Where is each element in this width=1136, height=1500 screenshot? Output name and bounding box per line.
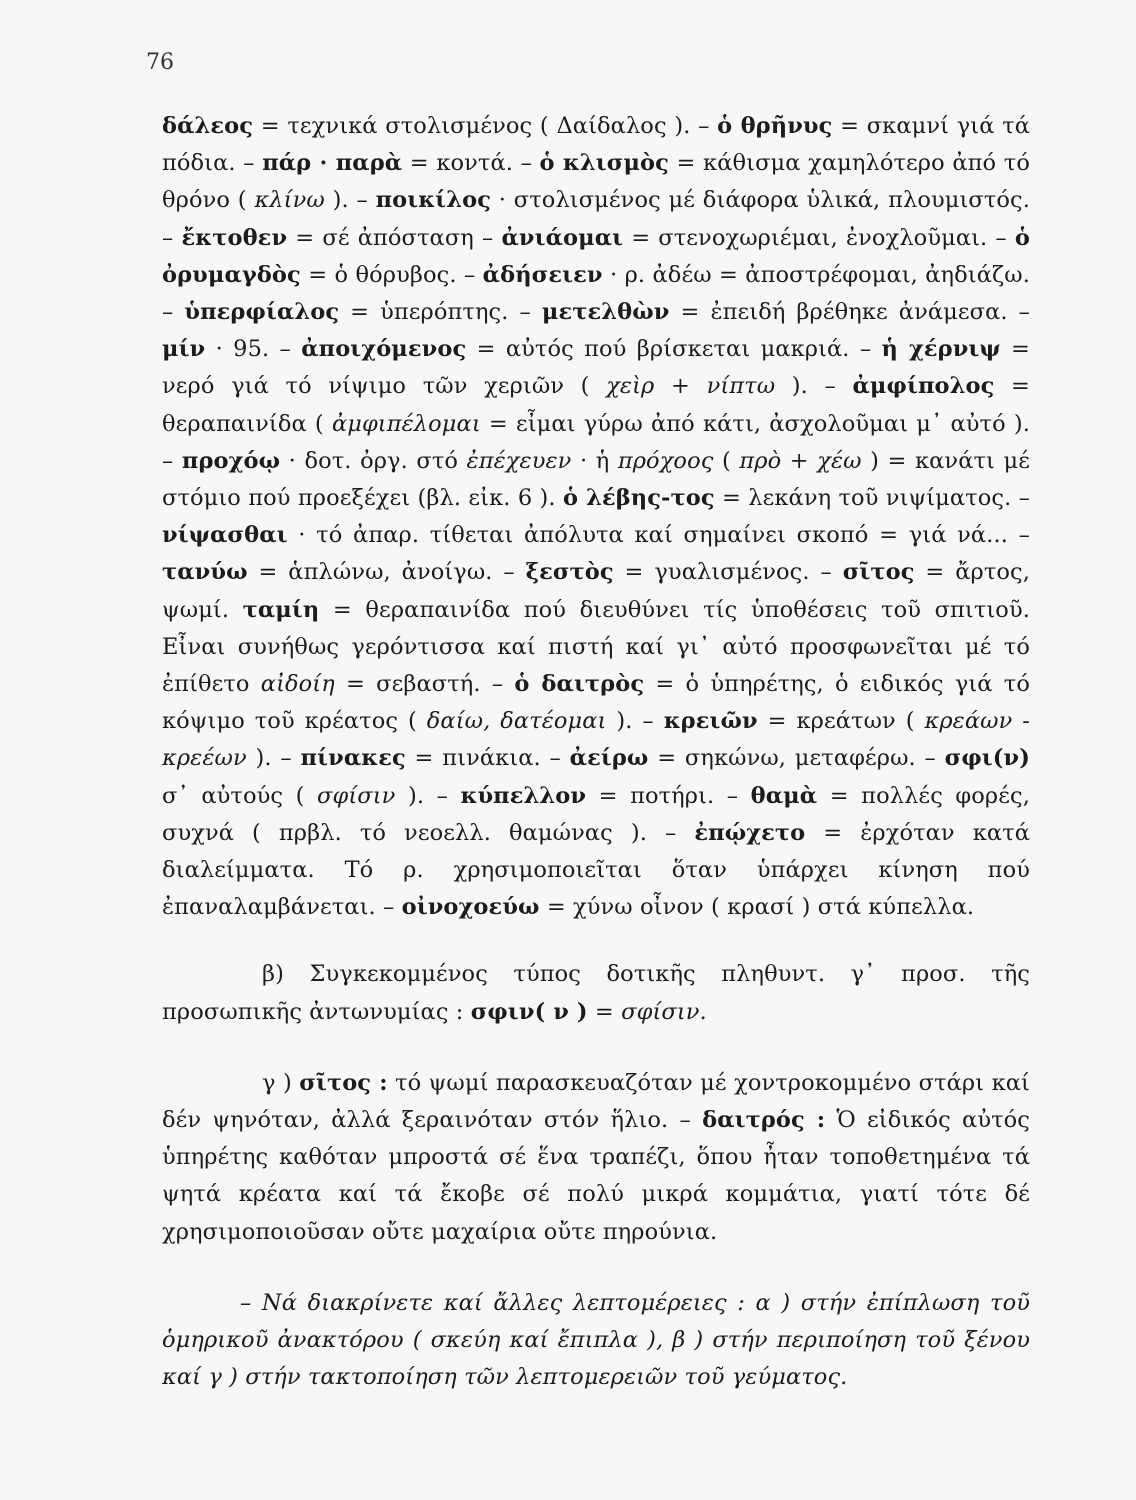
headword: τανύω <box>162 559 248 586</box>
headword: ἐπῴχετο <box>694 819 806 846</box>
italic-term: κλίνω <box>254 187 325 214</box>
italic-term: πρόχοος <box>617 447 714 474</box>
headword: ἀποιχόμενος <box>301 336 467 363</box>
headword: ἀείρω <box>569 745 649 772</box>
headword: ὁ κλισμὸς <box>539 150 669 177</box>
italic-term: χεὶρ + νίπτω <box>606 373 776 400</box>
text-run: γ ) <box>262 1069 300 1096</box>
text-run: = κάθισμα χαμηλότερο ἀπό τό θρόνο ( <box>162 150 1030 214</box>
text-run: = χύνω οἶνον ( κρασί ) στά κύπελλα. <box>539 894 975 921</box>
text-run: = ἐπειδή βρέθηκε ἀνάμεσα. – <box>669 299 1030 326</box>
italic-term: πρὸ + χέω <box>739 447 862 474</box>
text-run: = ἄρτος, ψωμί. <box>162 559 1030 623</box>
headword: ὁ λέβης-τος <box>563 485 715 512</box>
headword: ἀδήσειεν <box>482 261 603 288</box>
text-run: = σέ ἀπόσταση – <box>287 224 502 251</box>
main-text <box>162 108 1030 1397</box>
headword: δάλεος <box>162 113 254 139</box>
italic-term: ἐπέχευεν <box>466 447 572 474</box>
text-run: ). – <box>775 373 853 400</box>
text-run: · στολισμένος μέ διάφορα ὑλικά, πλουμιστός. – <box>162 187 1030 251</box>
text-run: · δοτ. ὀργ. στό <box>280 447 467 474</box>
text-run: · 95. – <box>205 336 302 363</box>
text-run: τό ψωμί παρασκευαζόταν μέ χοντροκομμένο στάρι καί δέν ψηνόταν, ἀλλά ξεραινόταν στόν ἥλιο. – <box>162 1069 1030 1134</box>
text-run: = γυαλισμένος. – <box>613 559 843 586</box>
headword: κύπελλον <box>460 782 587 809</box>
headword: ὁ θρῆνυς <box>717 113 833 139</box>
text-run: β) Συγκεκομμένος τύπος δοτικῆς πληθυντ. γ᾽ προσ. τῆς προσωπικῆς ἀντωνυμίας : <box>162 961 1030 1025</box>
text-run: Ὁ εἰδικός αὐτός ὑπηρέτης καθόταν μπροστά σέ ἕνα τραπέζι, ὅπου ἦταν τοποθετημένα τά ψητά κρέατα καί τά ἔκοβε σέ πολύ μικρά κομμάτια, γιατί τότε δέ χρησιμοποιοῦσαν οὔτε μαχαίρια οὔτε πηρούνια. <box>162 1107 1030 1245</box>
italic-term: δαίω, δατέομαι <box>426 708 607 735</box>
headword: δαιτρός : <box>702 1107 826 1134</box>
text-run: · ρ. ἀδέω = ἀποστρέφομαι, ἀηδιάζω. – <box>162 261 1030 326</box>
note-d-paragraph: – Νά διακρίνετε καί ἄλλες λεπτομέρειες : α ) στήν ἐπίπλωση τοῦ ὁμηρικοῦ ἀνακτόρου ( σκεύη καί ἔπιπλα ), β ) στήν περιποίηση τοῦ ξένου καί γ ) στήν τακτοποίηση τῶν λεπτομερειῶν τοῦ γεύματος. <box>162 1289 1030 1391</box>
glossary-paragraph <box>162 108 1030 926</box>
note-c-paragraph <box>162 1065 1030 1251</box>
text-run: = στενοχωριέμαι, ἐνοχλοῦμαι. – <box>623 224 1015 251</box>
text-run: = σεβαστή. – <box>334 671 515 698</box>
text-run: ). – <box>246 745 301 772</box>
text-run: = πινάκια. – <box>405 745 570 772</box>
text-run: = ὑπερόπτης. – <box>339 299 542 326</box>
text-run: ). – <box>324 187 376 214</box>
note-b-paragraph <box>162 956 1030 1030</box>
text-run: = ποτήρι. – <box>586 782 751 809</box>
text-run: = σηκώνω, μεταφέρω. – <box>648 745 945 772</box>
headword: προχόῳ <box>181 447 281 474</box>
headword: ποικίλος <box>375 187 492 214</box>
text-run: = ὁ ὑπηρέτης, ὁ ειδικός γιά τό κόψιμο τοῦ κρέατος ( <box>162 671 1030 735</box>
headword: θαμὰ <box>750 782 818 809</box>
text-run: ). – <box>395 782 461 809</box>
headword: νίψασθαι <box>162 522 288 549</box>
headword: ταμίη <box>242 596 320 623</box>
text-run: = νερό γιά τό νίψιμο τῶν χεριῶν ( <box>162 336 1030 400</box>
italic-term: σφίσιν. <box>621 998 707 1025</box>
text-run: ). – <box>606 708 664 735</box>
text-run: = αὐτός πού βρίσκεται μακριά. – <box>466 336 882 363</box>
headword: μετελθὼν <box>541 299 670 326</box>
text-run: = θεραπαινίδα ( <box>162 373 1030 437</box>
italic-term: σφίσιν <box>317 782 396 809</box>
text-run: = εἶμαι γύρω ἀπό κάτι, ἀσχολοῦμαι μ᾽ αὐτό ). – <box>162 410 1030 474</box>
headword: σφιν( ν ) <box>470 998 588 1025</box>
text-run: = <box>587 998 622 1025</box>
text-run: · τό ἀπαρ. τίθεται ἀπόλυτα καί σημαίνει σκοπό = γιά νά... – <box>287 522 1030 549</box>
headword: ξεστὸς <box>525 559 614 586</box>
text-run: = θεραπαινίδα πού διευθύνει τίς ὑποθέσεις τοῦ σπιτιοῦ. Εἶναι συνήθως γερόντισσα καί πιστή καί γι᾽ αὐτό προσφωνεῖται μέ τό ἐπίθετο <box>162 596 1030 698</box>
page-number: 76 <box>146 50 174 75</box>
text-run: = ἐρχόταν κατά διαλείμματα. Τό ρ. χρησιμοποιεῖται ὅταν ὑπάρχει κίνηση πού ἐπαναλαμβάνεται. – <box>162 819 1031 921</box>
headword: ἀμφίπολος <box>852 373 995 400</box>
text-run: = ὁ θόρυβος. – <box>300 261 483 288</box>
text-run: = πολλές φορές, συχνά ( πρβλ. τό νεοελλ. θαμώνας ). – <box>162 782 1030 846</box>
headword: ἀνιάομαι <box>501 224 624 251</box>
headword: πίνακες <box>300 745 406 772</box>
italic-term: ἀμφιπέλομαι <box>331 410 481 437</box>
text-run: · ἡ <box>571 447 618 474</box>
text-run: = τεχνικά στολισμένος ( Δαίδαλος ). – <box>253 113 718 139</box>
headword: ἔκτοθεν <box>181 224 288 251</box>
text-run: ) = κανάτι μέ στόμιο πού προεξέχει (βλ. εἰκ. 6 ). <box>162 447 1030 512</box>
headword: ἡ χέρνιψ <box>881 336 1001 363</box>
headword: σῖτος : <box>299 1069 388 1096</box>
headword: οἰνοχοεύω <box>401 894 540 921</box>
text-run: = κρεάτων ( <box>757 708 925 735</box>
headword: σφι(ν) <box>944 745 1030 772</box>
headword: ὁ ὀρυμαγδὸς <box>162 224 1030 288</box>
headword: σῖτος <box>842 559 915 586</box>
text-run: = κοντά. – <box>402 150 540 177</box>
italic-term: αἰδοίη <box>260 671 335 698</box>
text-run: = λεκάνη τοῦ νιψίματος. – <box>714 485 1030 512</box>
text-run: ( <box>713 447 740 474</box>
text-run: = σκαμνί γιά τά πόδια. – <box>162 113 1030 177</box>
italic-term: κρεάων - κρεέων <box>162 708 1030 772</box>
text-run: = ἁπλώνω, ἀνοίγω. – <box>247 559 526 586</box>
headword: ὑπερφίαλος <box>184 299 340 326</box>
headword: πάρ · παρὰ <box>262 150 403 177</box>
headword: μίν <box>162 336 206 363</box>
text-run: σ᾽ αὐτούς ( <box>162 782 318 809</box>
headword: κρειῶν <box>663 708 758 735</box>
headword: ὁ δαιτρὸς <box>514 671 645 698</box>
